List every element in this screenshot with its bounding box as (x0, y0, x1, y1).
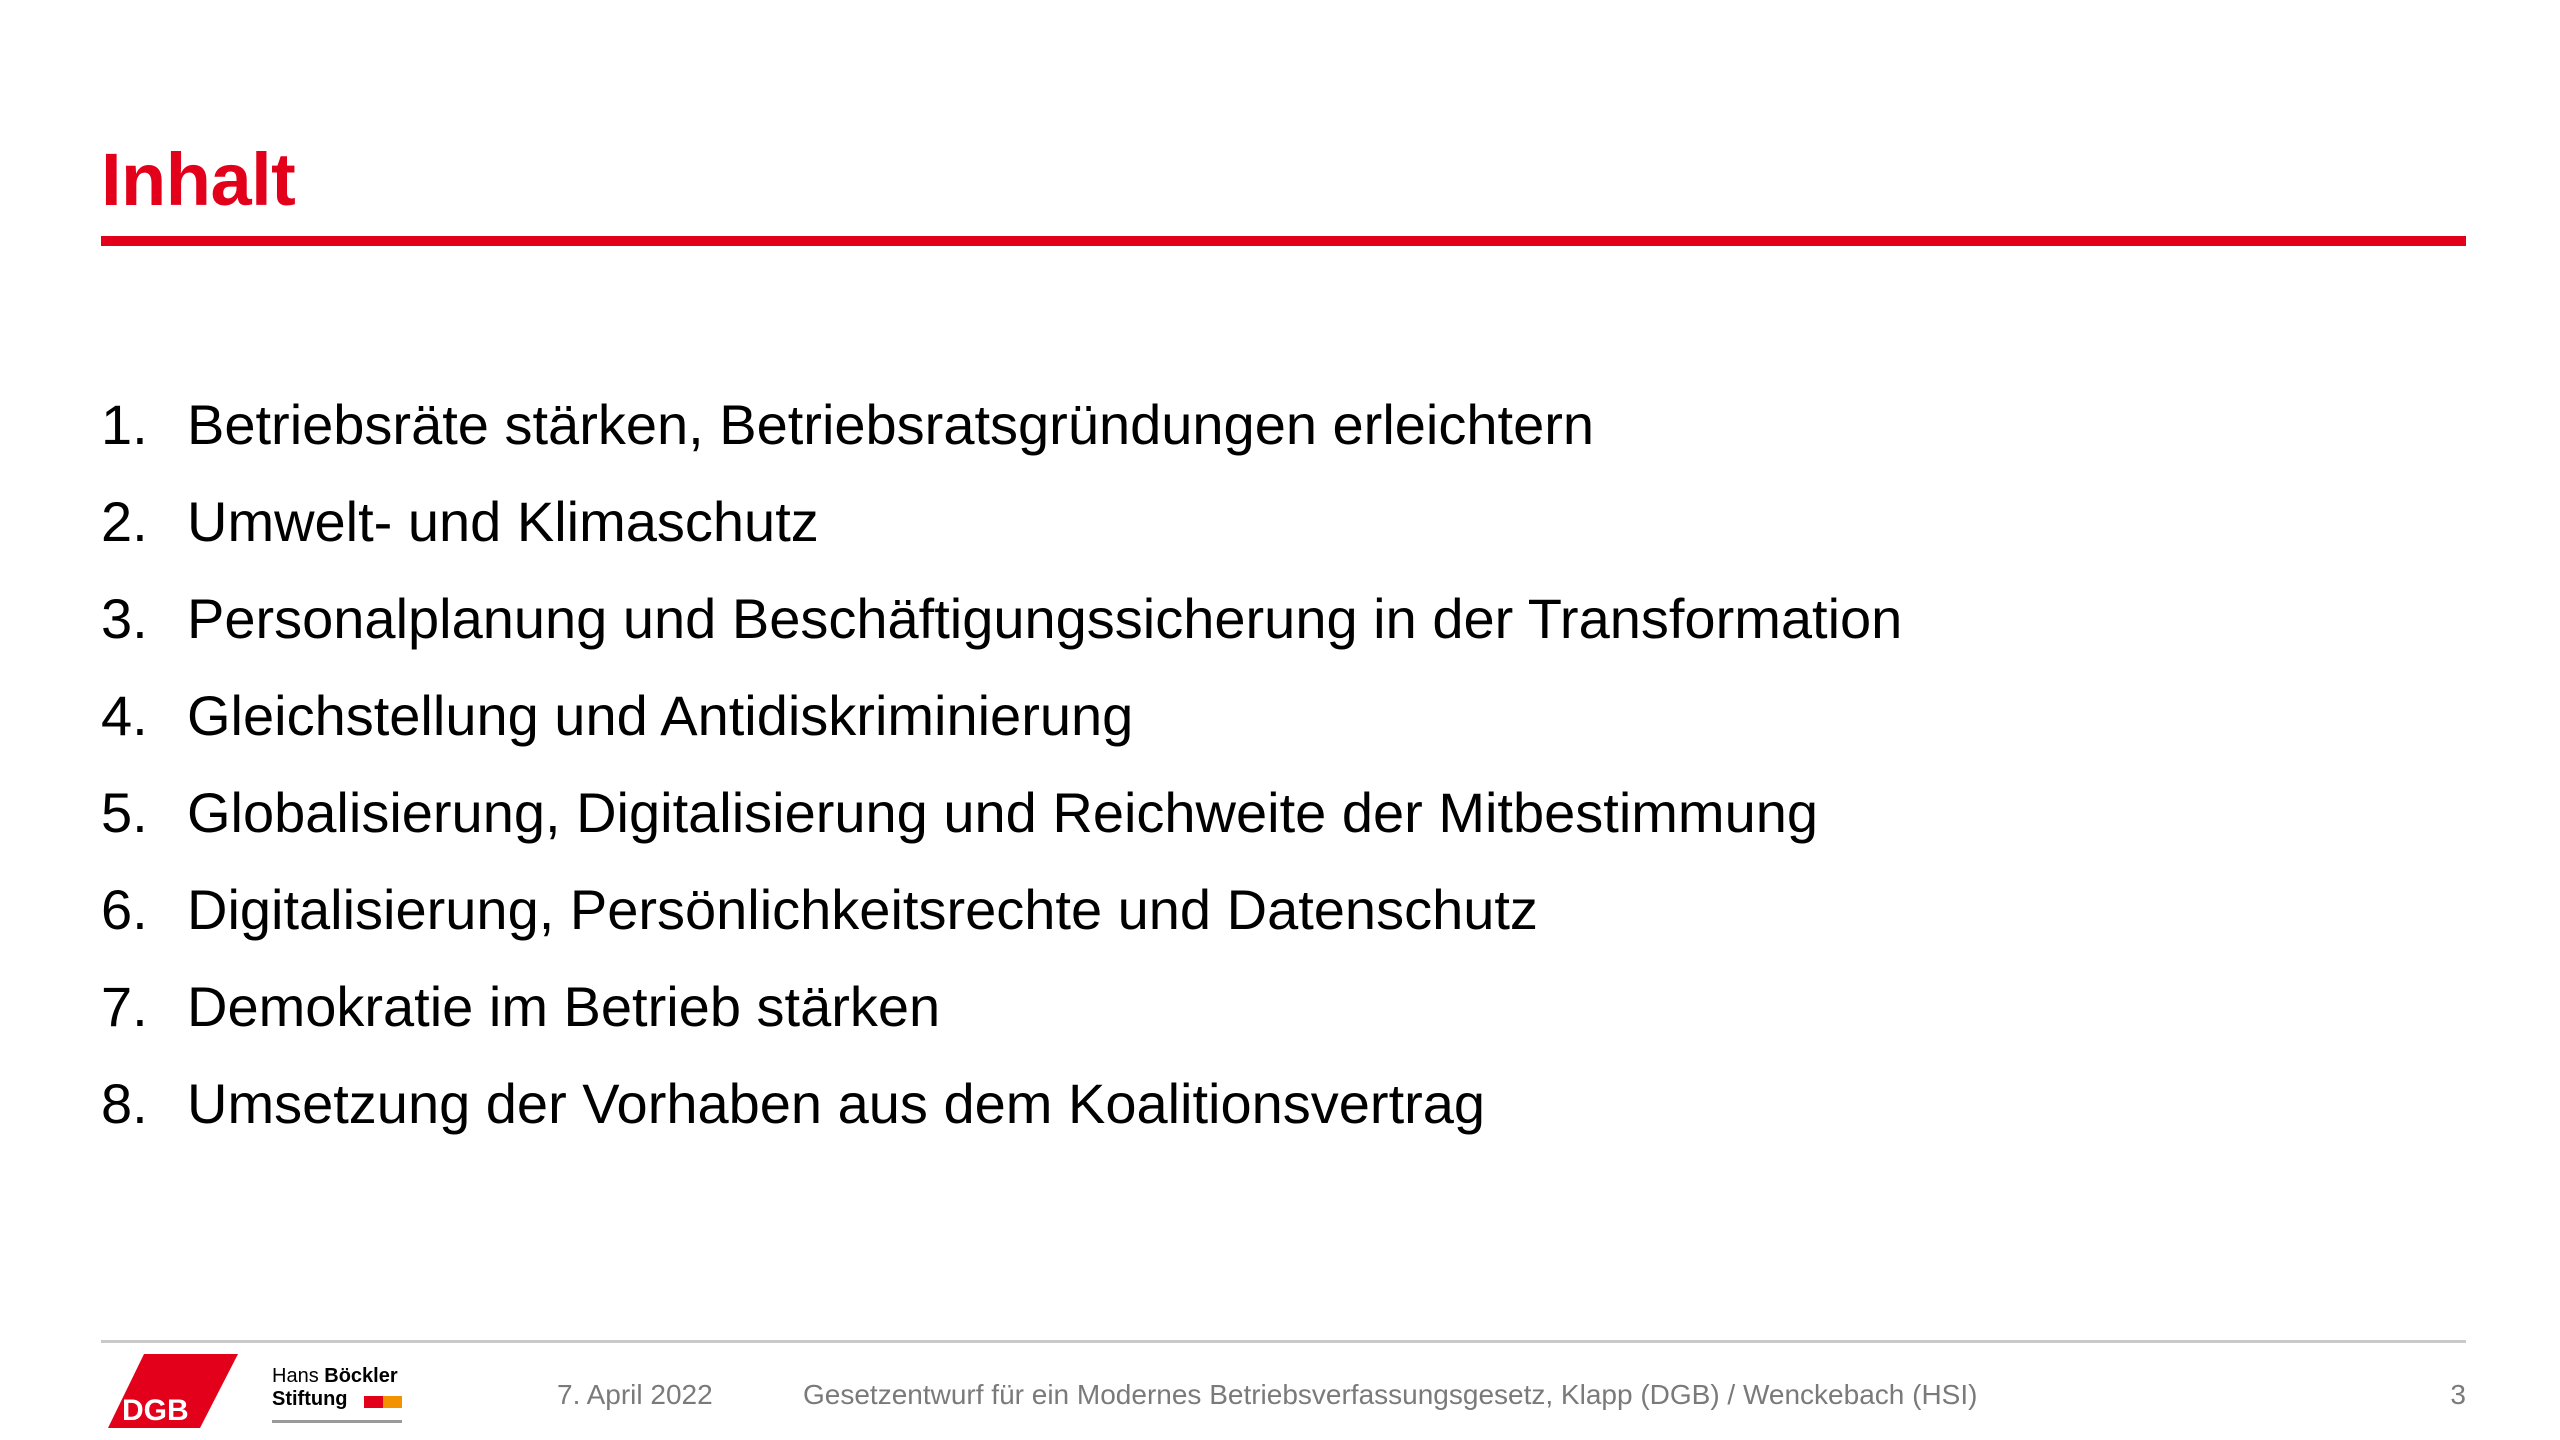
agenda-item-text: Demokratie im Betrieb stärken (187, 975, 941, 1038)
dgb-logo-text: DGB (122, 1394, 189, 1427)
agenda-item-number: 8. (101, 1072, 148, 1135)
page-number: 3 (2450, 1379, 2466, 1410)
agenda-item-number: 4. (101, 684, 148, 747)
title-underline (101, 236, 2466, 246)
agenda-item (101, 570, 2401, 667)
hbs-logo-line2: Stiftung (272, 1388, 348, 1410)
agenda-item-number: 2. (101, 490, 148, 553)
agenda-item-text: Gleichstellung und Antidiskriminierung (187, 684, 1134, 747)
agenda-item (101, 376, 2401, 473)
hbs-color-mark (364, 1396, 402, 1408)
agenda-item-number: 6. (101, 878, 148, 941)
agenda-item-text: Digitalisierung, Persönlichkeitsrechte und Datenschutz (187, 878, 1538, 941)
agenda-list (101, 376, 2401, 1152)
footer-date: 7. April 2022 (557, 1379, 713, 1410)
agenda-item-text: Globalisierung, Digitalisierung und Reichweite der Mitbestimmung (187, 781, 1818, 844)
agenda-item (101, 861, 2401, 958)
footer-text: Gesetzentwurf für ein Modernes Betriebsverfassungsgesetz, Klapp (DGB) / Wenckebach (HSI) (803, 1379, 1978, 1410)
agenda-item (101, 473, 2401, 570)
dgb-logo (108, 1352, 238, 1430)
agenda-item (101, 1055, 2401, 1152)
footer-divider (101, 1340, 2466, 1343)
agenda-item-number: 3. (101, 587, 148, 650)
agenda-item-text: Umwelt- und Klimaschutz (187, 490, 819, 553)
agenda-item (101, 958, 2401, 1055)
agenda-item (101, 667, 2401, 764)
hbs-logo-line1: Hans Böckler (272, 1365, 398, 1387)
agenda-item (101, 764, 2401, 861)
agenda-item-number: 5. (101, 781, 148, 844)
hbs-logo (272, 1364, 422, 1434)
agenda-item-number: 7. (101, 975, 148, 1038)
agenda-item-number: 1. (101, 393, 148, 456)
agenda-item-text: Personalplanung und Beschäftigungssicherung in der Transformation (187, 587, 1903, 650)
agenda-item-text: Umsetzung der Vorhaben aus dem Koalitionsvertrag (187, 1072, 1486, 1135)
agenda-item-text: Betriebsräte stärken, Betriebsratsgründungen erleichtern (187, 393, 1594, 456)
hbs-logo-tagline (272, 1420, 402, 1423)
slide-title: Inhalt (101, 138, 296, 221)
